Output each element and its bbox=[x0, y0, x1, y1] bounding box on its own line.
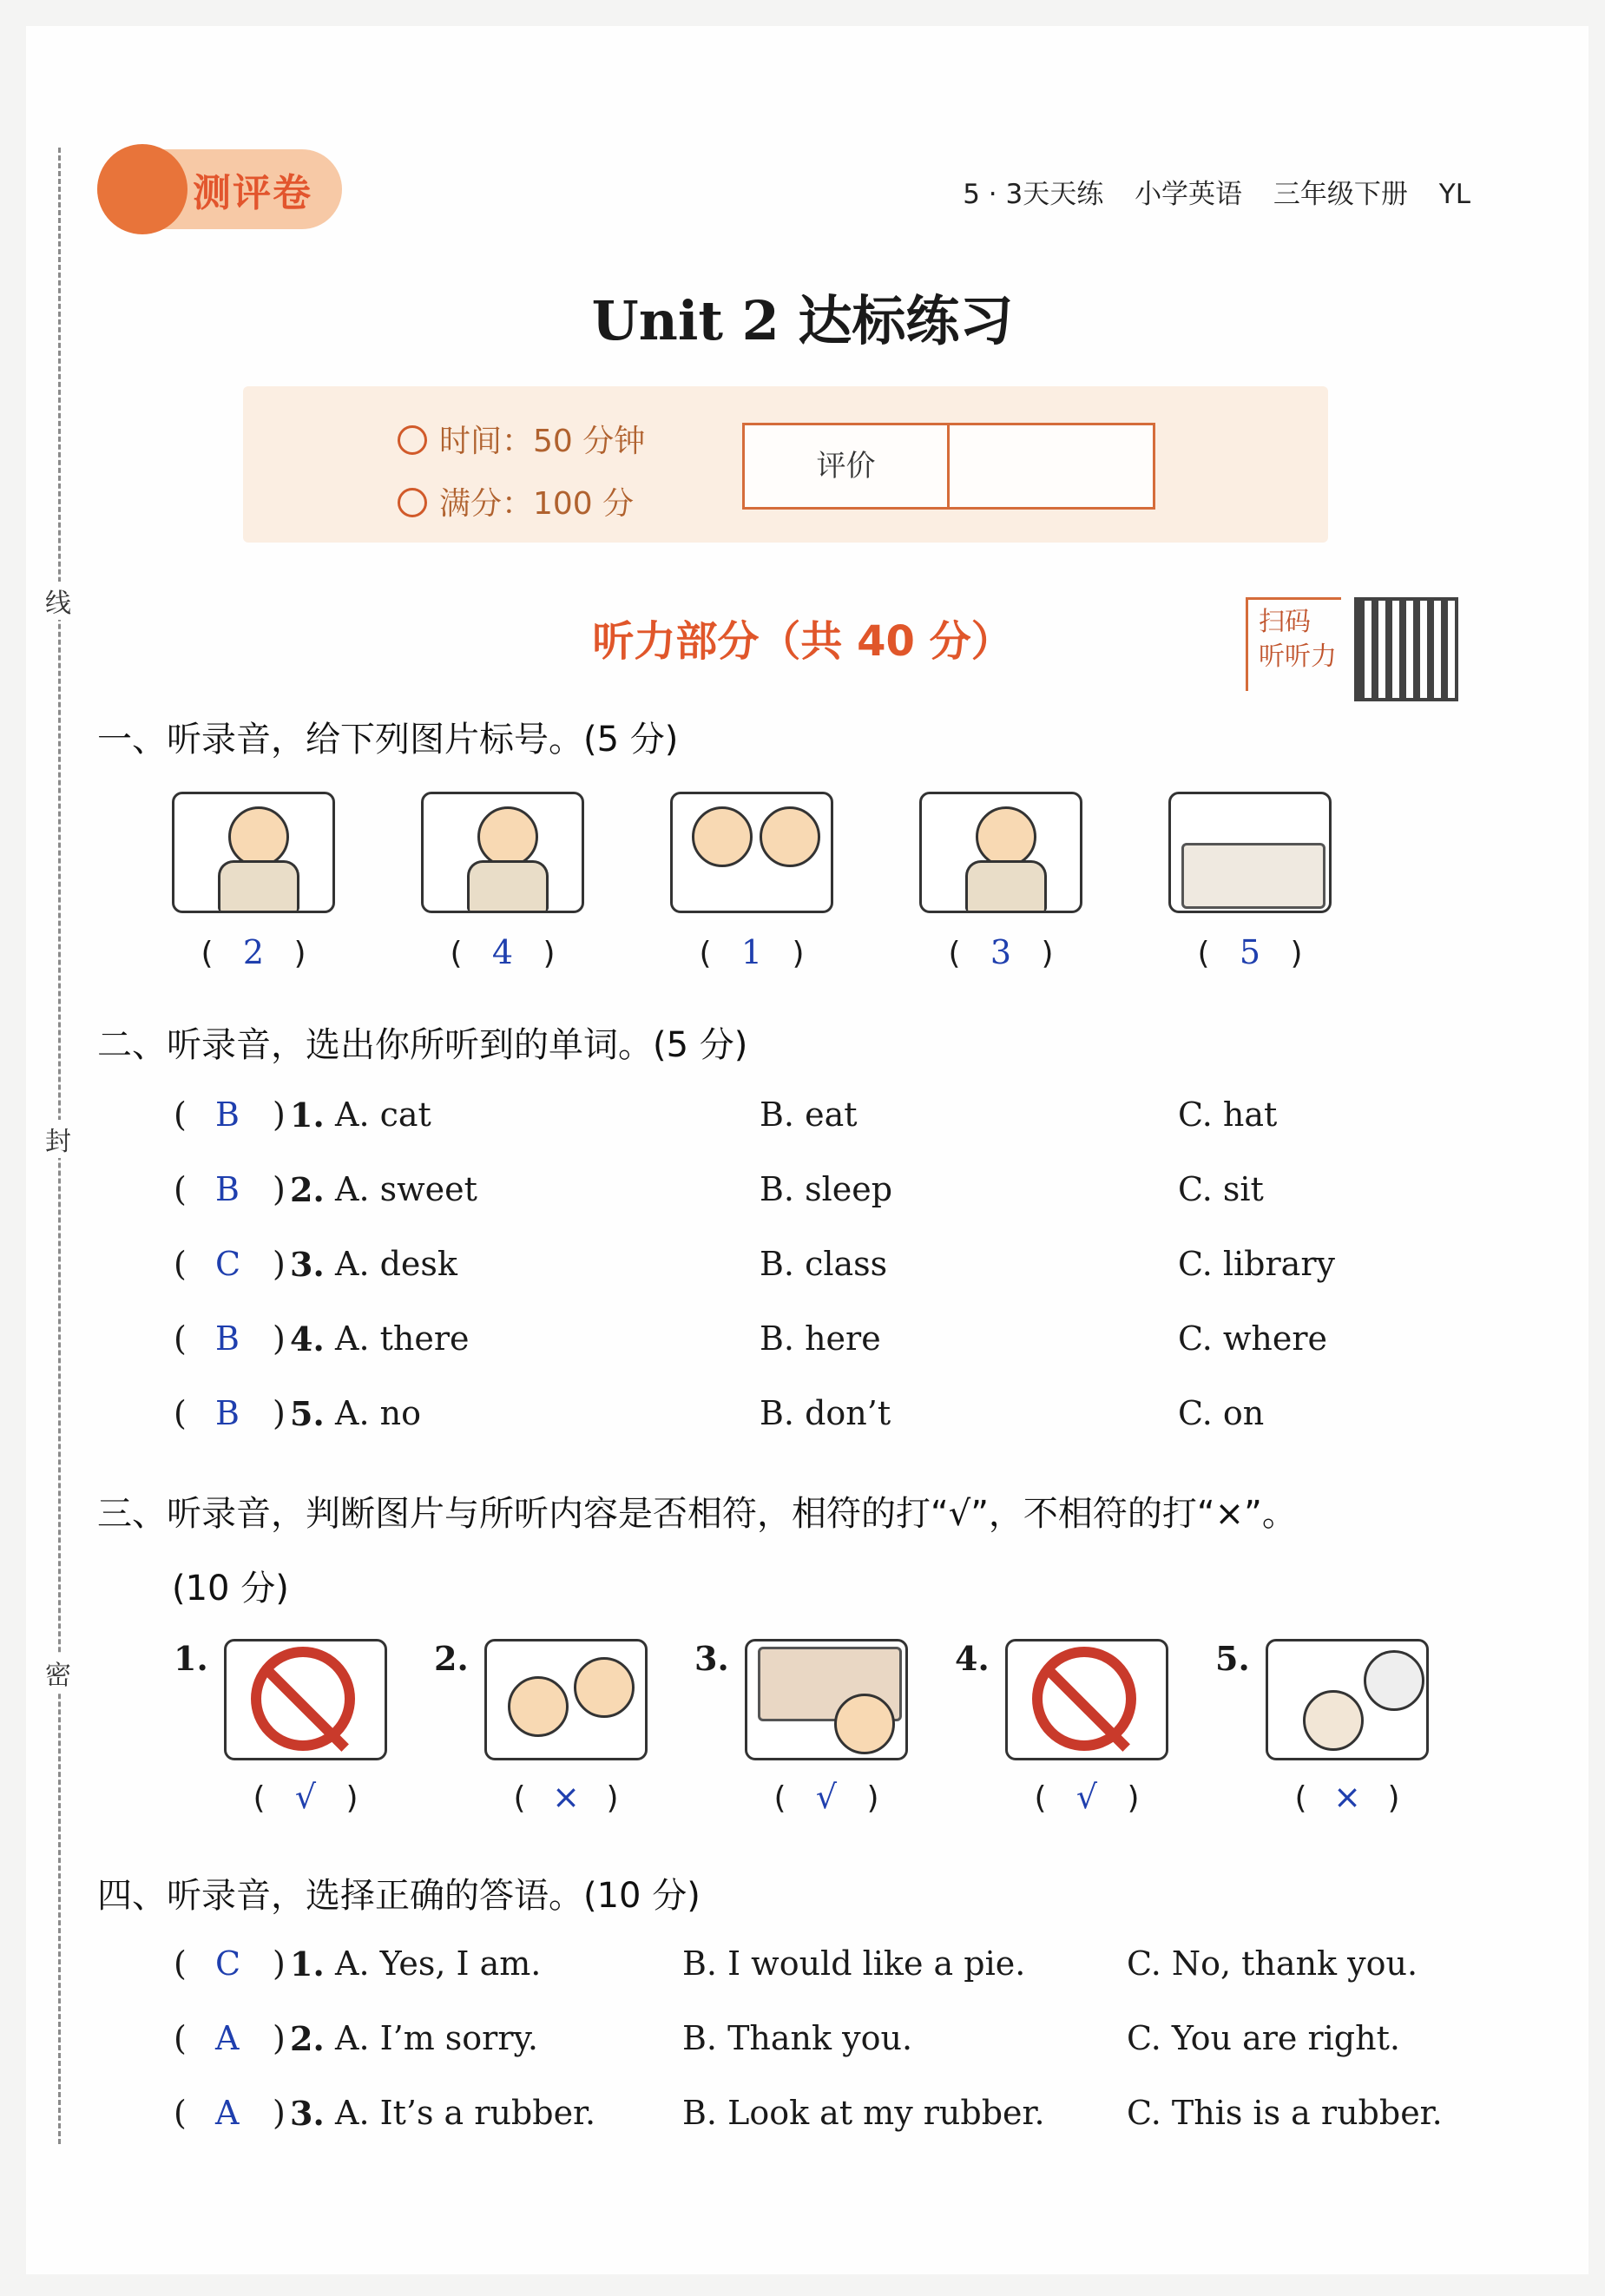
picture-child-sleeping bbox=[1168, 792, 1332, 913]
part3-answer-2: ( × ) bbox=[513, 1778, 619, 1816]
part4-item-2: ( A ) 2. A. I’m sorry. B. Thank you. C. You are right. bbox=[174, 2019, 1400, 2058]
check-circle-icon bbox=[398, 488, 427, 517]
part2-title: 二、听录音，选出你所听到的单词。(5 分) bbox=[97, 1025, 748, 1065]
part2-item-5: ( B ) 5. A. no B. don’t C. on bbox=[174, 1394, 1265, 1433]
page-title: Unit 2 达标练习 bbox=[591, 289, 1014, 352]
part3-label-5: 5. bbox=[1215, 1639, 1250, 1678]
part3-points: (10 分) bbox=[172, 1569, 289, 1609]
part3-label-3: 3. bbox=[694, 1639, 729, 1678]
picture-children-reading bbox=[484, 1639, 648, 1760]
part2-item-3: ( C ) 3. A. desk B. class C. library bbox=[174, 1245, 1335, 1284]
grade-name: 三年级下册 bbox=[1273, 179, 1408, 210]
part1-title: 一、听录音，给下列图片标号。(5 分) bbox=[97, 720, 679, 760]
picture-no-food-sign bbox=[224, 1639, 387, 1760]
time-limit: 时间：50 分钟 bbox=[398, 417, 645, 461]
part3-answer-5: ( × ) bbox=[1294, 1778, 1400, 1816]
series-name: 5 · 3天天练 bbox=[963, 179, 1104, 210]
qr-caption: 扫码 听听力 bbox=[1246, 597, 1341, 691]
edition-code: YL bbox=[1438, 179, 1470, 210]
part3-label-4: 4. bbox=[955, 1639, 990, 1678]
part4-item-1: ( C ) 1. A. Yes, I am. B. I would like a pie. C. No, thank you. bbox=[174, 1944, 1418, 1984]
part1-answer-5: ( 5 ) bbox=[1197, 933, 1303, 971]
part4-title: 四、听录音，选择正确的答语。(10 分) bbox=[97, 1876, 701, 1916]
cartoon-boy-icon bbox=[97, 144, 187, 234]
binding-char-line: 线 bbox=[45, 582, 71, 620]
picture-two-girls-talking bbox=[670, 792, 833, 913]
part3-label-1: 1. bbox=[174, 1639, 208, 1678]
part1-answer-2: ( 4 ) bbox=[450, 933, 556, 971]
part3-answer-3: ( √ ) bbox=[773, 1778, 879, 1816]
part4-item-3: ( A ) 3. A. It’s a rubber. B. Look at my rubber. C. This is a rubber. bbox=[174, 2094, 1443, 2133]
subject-name: 小学英语 bbox=[1135, 179, 1243, 210]
binding-char-seal: 封 bbox=[45, 1120, 71, 1158]
part3-title: 三、听录音，判断图片与所听内容是否相符，相符的打“√”，不相符的打“×”。 bbox=[97, 1494, 1297, 1534]
full-score: 满分：100 分 bbox=[398, 479, 634, 523]
part1-answer-4: ( 3 ) bbox=[948, 933, 1054, 971]
book-info bbox=[940, 172, 1470, 211]
picture-sick-boy bbox=[421, 792, 584, 913]
qr-code-icon[interactable] bbox=[1354, 597, 1458, 701]
part2-item-2: ( B ) 2. A. sweet B. sleep C. sit bbox=[174, 1170, 1264, 1209]
part3-answer-1: ( √ ) bbox=[253, 1778, 358, 1816]
part2-item-4: ( B ) 4. A. there B. here C. where bbox=[174, 1319, 1328, 1359]
picture-boy-running bbox=[919, 792, 1082, 913]
picture-girl-drinking bbox=[172, 792, 335, 913]
binding-char-secret: 密 bbox=[45, 1654, 71, 1692]
part1-answer-3: ( 1 ) bbox=[699, 933, 805, 971]
evaluation-box bbox=[742, 423, 1155, 510]
badge-label: 测评卷 bbox=[193, 171, 312, 215]
evaluation-label: 评价 bbox=[745, 425, 950, 507]
picture-no-noise-sign bbox=[1005, 1639, 1168, 1760]
page-sheet bbox=[26, 26, 1589, 2274]
part2-item-1: ( B ) 1. A. cat B. eat C. hat bbox=[174, 1095, 1278, 1135]
part3-label-2: 2. bbox=[434, 1639, 469, 1678]
part1-answer-1: ( 2 ) bbox=[201, 933, 306, 971]
part3-answer-4: ( √ ) bbox=[1034, 1778, 1140, 1816]
picture-library-reading bbox=[745, 1639, 908, 1760]
clock-icon bbox=[398, 425, 427, 455]
picture-dog-and-cat bbox=[1266, 1639, 1429, 1760]
listening-section-heading: 听力部分（共 40 分） bbox=[592, 617, 1013, 666]
